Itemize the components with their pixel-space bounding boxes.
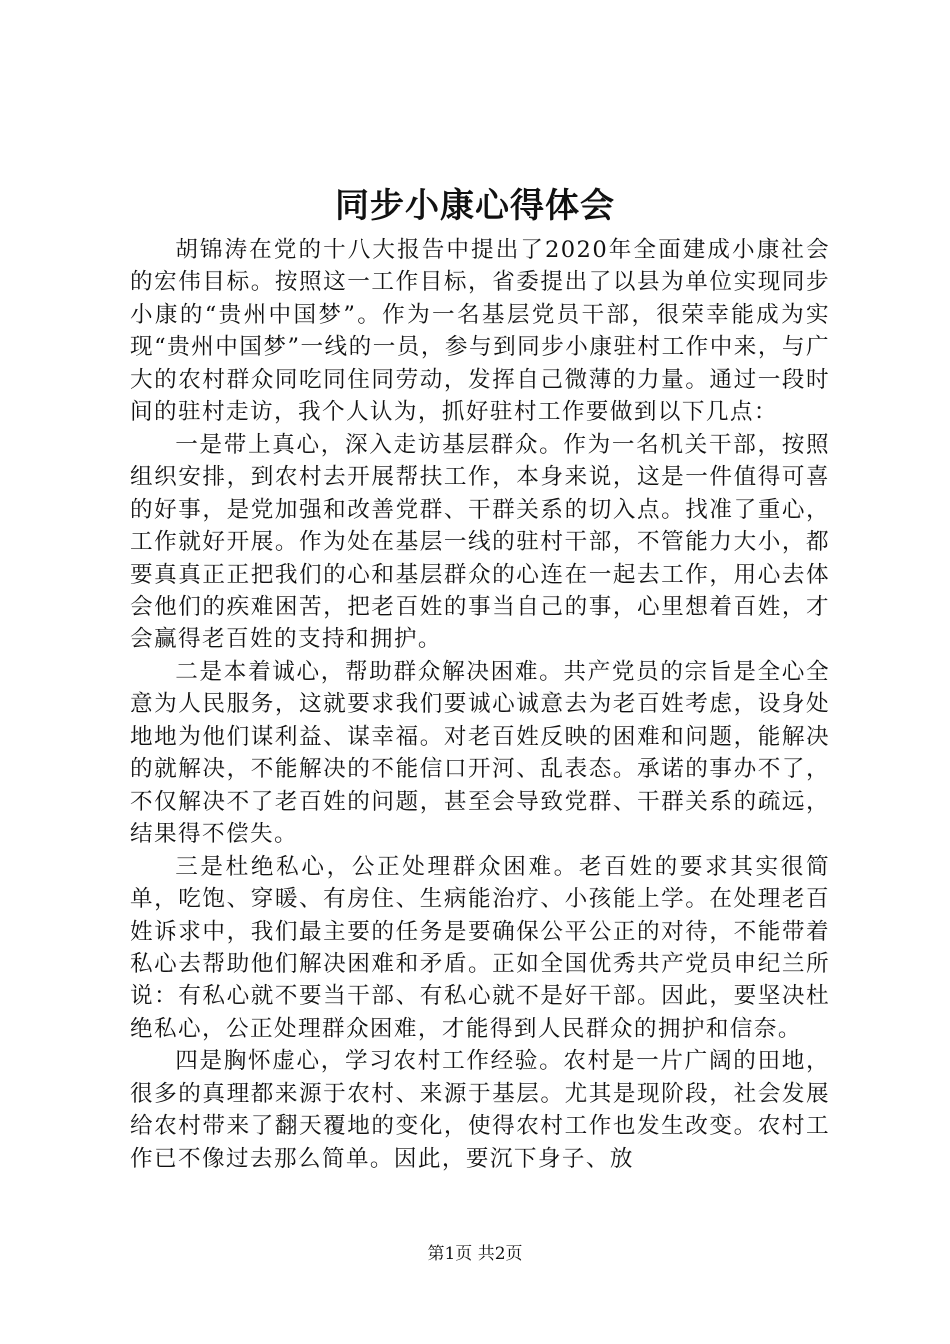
page-footer: 第1页 共2页 bbox=[427, 1244, 523, 1264]
paragraph-point-2: 二是本着诚心，帮助群众解决困难。共产党员的宗旨是全心全意为人民服务，这就要求我们要诚心诚意去为老百姓考虑，设身处地地为他们谋利益、谋幸福。对老百姓反映的困难和问题，能解决的就解决，不能解决的不能信口开河、乱表态。承诺的事办不了，不仅解决不了老百姓的问题，甚至会导致党群、干群关系的疏远，结果得不偿失。 bbox=[130, 658, 830, 848]
paragraph-point-3: 三是杜绝私心，公正处理群众困难。老百姓的要求其实很简单，吃饱、穿暖、有房住、生病能治疗、小孩能上学。在处理老百姓诉求中，我们最主要的任务是要确保公平公正的对待，不能带着私心去帮助他们解决困难和矛盾。正如全国优秀共产党员申纪兰所说：有私心就不要当干部、有私心就不是好干部。因此，要坚决杜绝私心，公正处理群众困难，才能得到人民群众的拥护和信奈。 bbox=[130, 853, 830, 1042]
paragraph-intro: 胡锦涛在党的十八大报告中提出了2020年全面建成小康社会的宏伟目标。按照这一工作目标，省委提出了以县为单位实现同步小康的“贵州中国梦”。作为一名基层党员干部，很荣幸能成为实现“贵州中国梦”一线的一员，参与到同步小康驻村工作中来，与广大的农村群众同吃同住同劳动，发挥自己微薄的力量。通过一段时间的驻村走访，我个人认为，抓好驻村工作要做到以下几点： bbox=[130, 237, 830, 426]
document-body bbox=[130, 234, 830, 1175]
paragraph-point-1: 一是带上真心，深入走访基层群众。作为一名机关干部，按照组织安排，到农村去开展帮扶工作，本身来说，这是一件值得可喜的好事，是党加强和改善党群、干群关系的切入点。找准了重心，工作就好开展。作为处在基层一线的驻村干部，不管能力大小，都要真真正正把我们的心和基层群众的心连在一起去工作，用心去体会他们的疾难困苦，把老百姓的事当自己的事，心里想着百姓，才会赢得老百姓的支持和拥护。 bbox=[130, 431, 830, 653]
paragraph-point-4: 四是胸怀虚心，学习农村工作经验。农村是一片广阔的田地，很多的真理都来源于农村、来源于基层。尤其是现阶段，社会发展给农村带来了翻天覆地的变化，使得农村工作也发生改变。农村工作已不像过去那么简单。因此，要沉下身子、放 bbox=[130, 1048, 830, 1172]
document-title: 同步小康心得体会 bbox=[335, 186, 615, 226]
